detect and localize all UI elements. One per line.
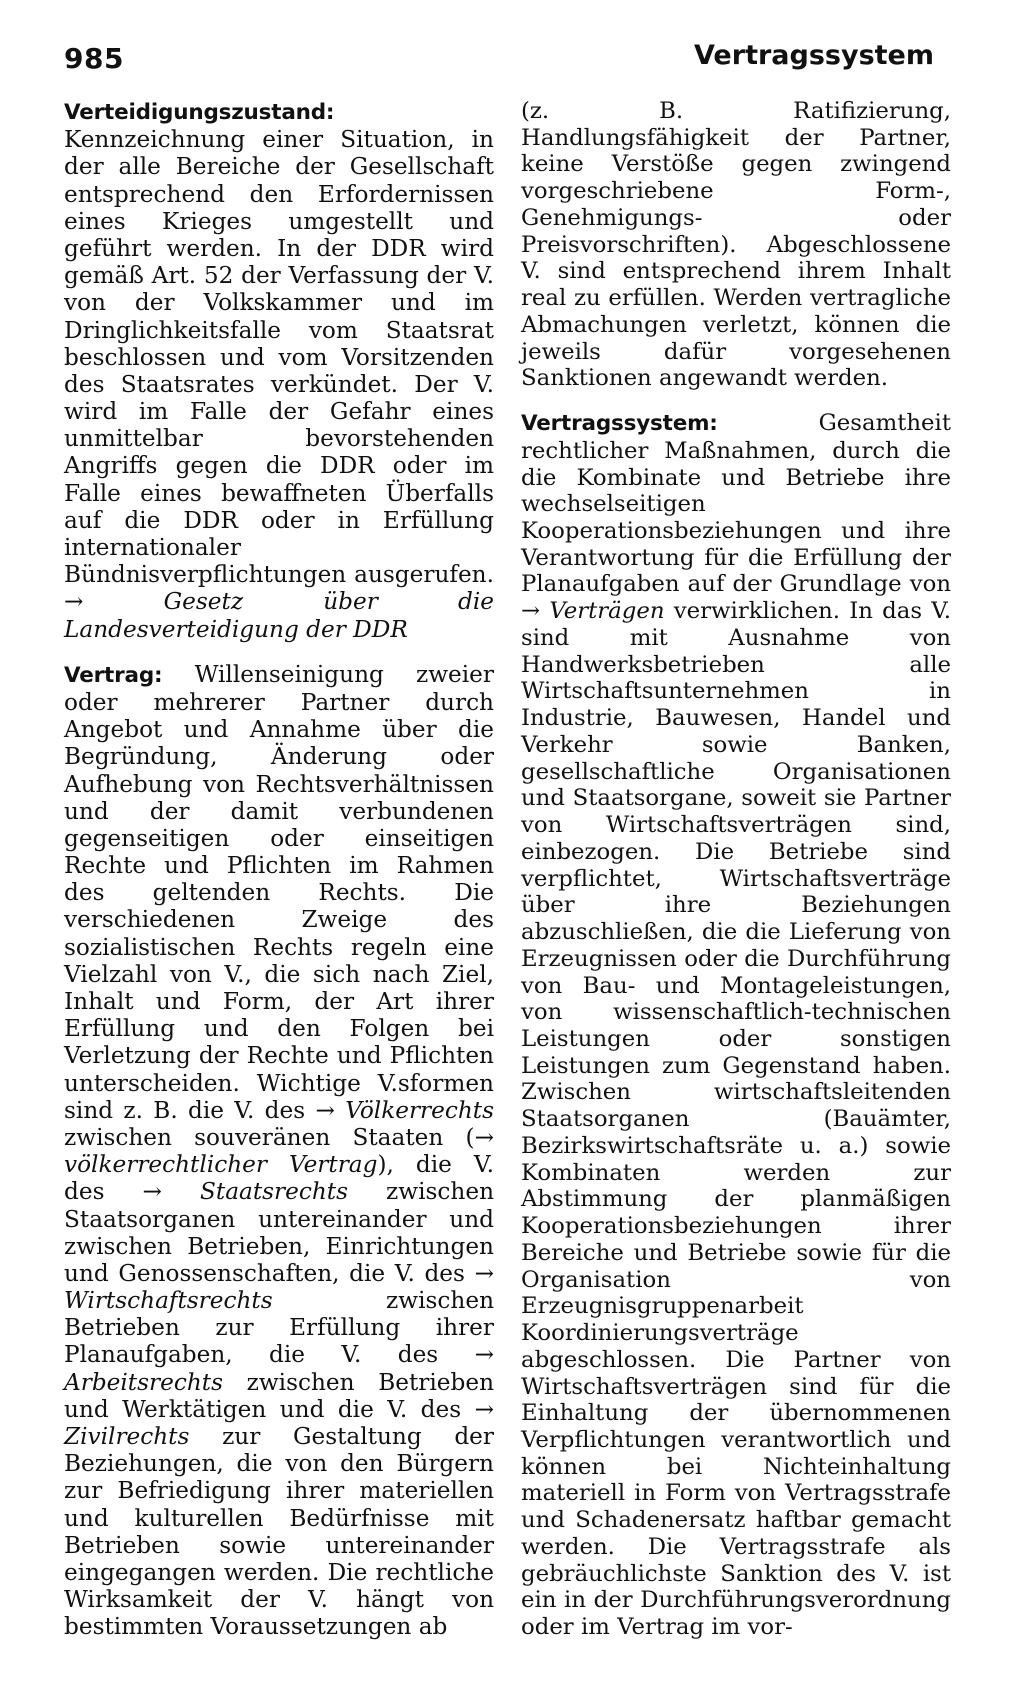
cross-reference-arrow-icon: → [474,1259,494,1287]
cross-reference-arrow-icon: → [474,1341,494,1369]
headword: Vertragssystem: [521,411,718,437]
entry-text: verwirklichen. In das V. sind mit Ausnahme von Handwerksbetrieben alle Wirtschaftsunternehmen in Industrie, Bauwesen, Handel und Verkehr sowie Banken, gesellschaftliche Organisationen und Staatsorgane, soweit sie Partner von Wirtschaftsverträgen sind, einbezogen. Die Betriebe sind verpflichtet, Wirtschaftsverträge über ihre Beziehungen abzuschließen, die die Lieferung von Erzeugnissen oder die Durchführung von Bau- und Montageleistungen, von wissenschaftlich-technischen Leistungen oder sonstigen Leistungen zum Gegenstand haben. Zwischen wirtschaftsleitenden Staatsorganen (Bauämter, Bezirkswirtschaftsräte u. a.) sowie Kombinaten werden zur Abstimmung der planmäßigen Kooperationsbeziehungen ihrer Bereiche und Betriebe sowie für die Organisation von Erzeugnisgruppenarbeit Koordinierungsverträge abgeschlossen. Die Partner von Wirtschaftsverträgen sind für die Einhaltung der übernommenen Verpflichtungen verantwortlich und können bei Nichteinhaltung materiell in Form von Vertragsstrafe und Schadenersatz haftbar gemacht werden. Die Vertragsstrafe als gebräuchlichste Sanktion des V. ist ein in der Durchführungsverordnung oder im Vertrag im vor- [521,598,952,1641]
headword: Vertrag: [64,662,163,688]
entry-verteidigungszustand [64,98,494,643]
running-head: Vertragssystem [694,40,934,71]
cross-reference-arrow-icon: → [315,1096,335,1124]
cross-reference-arrow-icon: → [142,1178,162,1206]
entry-vertragssystem [521,410,951,1641]
entry-vertrag [64,661,494,1641]
cross-reference-arrow-icon: → [474,1123,494,1151]
cross-reference: Arbeitsrechts [64,1368,223,1396]
entry-text: ), die V. des [64,1151,494,1206]
headword: Verteidigungszustand: [64,100,335,125]
entry-text: zwischen Betrieben zur Erfüllung ihrer Planaufgaben, die V. des [64,1287,494,1369]
entry-text: Willenseinigung zweier oder mehrerer Partner durch Angebot und Annahme über die Begründung, Änderung oder Aufhebung von Rechtsverhältnissen und der damit verbundenen gegenseitigen oder einseitigen Rechte und Pflichten im Rahmen des geltenden Rechts. Die verschiedenen Zweige des sozialistischen Rechts regeln eine Vielzahl von V., die sich nach Ziel, Inhalt und Form, der Art ihrer Erfüllung und den Folgen bei Verletzung der Rechte und Pflichten unterscheiden. Wichtige V.sformen sind z. B. die V. des [64,660,494,1124]
entry-text: zwischen Staatsorganen untereinander und zwischen Betrieben, Einrichtungen und Genossenschaften, die V. des [64,1178,495,1287]
entry-text: zwischen Betrieben und Werktätigen und die V. des [64,1368,494,1423]
cross-reference: Völkerrechts [334,1096,494,1124]
entry-text: zwischen souveränen Staaten ( [64,1123,475,1151]
page-number: 985 [64,42,124,75]
cross-reference-arrow-icon: → [521,598,541,625]
entry-text: Kennzeichnung einer Situation, in der alle Bereiche der Gesellschaft entsprechend den Erfordernissen eines Krieges umgestellt und geführt werden. In der DDR wird gemäß Art. 52 der Verfassung der V. von der Volkskammer und im Dringlichkeitsfalle vom Staatsrat beschlossen und vom Vorsitzenden des Staatsrates verkündet. Der V. wird im Falle der Gefahr eines unmittelbar bevorstehenden Angriffs gegen die DDR oder im Falle eines bewaffneten Überfalls auf die DDR oder in Erfüllung internationaler Bündnisverpflichtungen ausgerufen. [64,126,494,589]
cross-reference: Verträgen [540,598,665,625]
cross-reference: Staatsrechts [161,1178,349,1206]
cross-reference: Zivilrechts [64,1423,190,1450]
entry-text: zur Gestaltung der Beziehungen, die von den Bürgern zur Befriedigung ihrer materiellen und kulturellen Bedürfnisse mit Betrieben sowie untereinander eingegangen werden. Die rechtliche Wirksamkeit der V. hängt von bestimmten Voraussetzungen ab [64,1423,494,1641]
cross-reference-arrow-icon: → [474,1395,494,1423]
cross-reference: Gesetz über die Landesverteidigung der DDR [64,588,494,643]
left-column [64,98,494,1659]
right-column [521,98,951,1659]
cross-reference: völkerrechtlicher Vertrag [64,1151,378,1179]
entry-text: Gesamtheit rechtlicher Maßnahmen, durch die die Kombinate und Betriebe ihre wechselseitigen Kooperationsbeziehungen und ihre Verantwortung für die Erfüllung der Planaufgaben auf der Grundlage von [521,410,951,598]
cross-reference: Wirtschaftsrechts [64,1287,273,1315]
cross-reference-arrow-icon: → [64,588,84,616]
continued-text: (z. B. Ratifizierung, Handlungsfähigkeit der Partner, keine Verstöße gegen zwingend vorgeschriebene Form-, Genehmigungs- oder Preisvorschriften). Abgeschlossene V. sind entsprechend ihrem Inhalt real zu erfüllen. Werden vertragliche Abmachungen verletzt, können die jeweils dafür vorgesehenen Sanktionen angewandt werden. [521,98,951,392]
